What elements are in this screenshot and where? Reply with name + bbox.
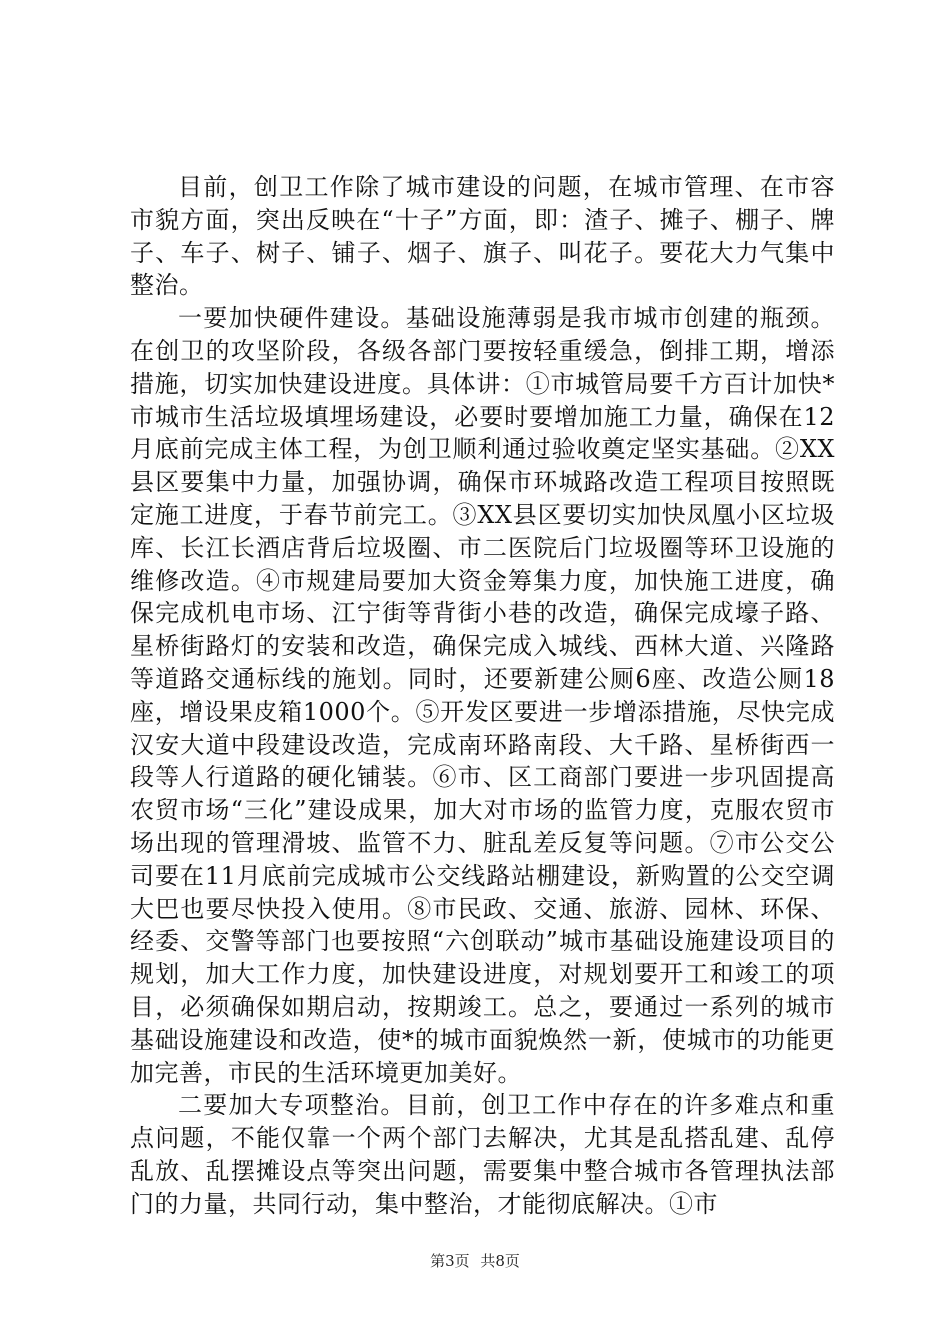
paragraph-intro: 目前，创卫工作除了城市建设的问题，在城市管理、在市容市貌方面，突出反映在“十子”方面，即：渣子、摊子、棚子、牌子、车子、树子、铺子、烟子、旗子、叫花子。要花大力气集中整治。 (130, 173, 835, 300)
page-footer (0, 1251, 950, 1271)
page-total: 共8页 (480, 1252, 520, 1270)
page-number: 第3页 (430, 1252, 470, 1270)
paragraph-special-rectification: 二要加大专项整治。目前，创卫工作中存在的许多难点和重点问题，不能仅靠一个两个部门去解决，尤其是乱搭乱建、乱停乱放、乱摆摊设点等突出问题，需要集中整合城市各管理执法部门的力量，共同行动，集中整治，才能彻底解决。①市 (130, 1091, 835, 1218)
paragraph-hardware-construction: 一要加快硬件建设。基础设施薄弱是我市城市创建的瓶颈。在创卫的攻坚阶段，各级各部门要按轻重缓急，倒排工期，增添措施，切实加快建设进度。具体讲：①市城管局要千方百计加快*市城市生活垃圾填埋场建设，必要时要增加施工力量，确保在12月底前完成主体工程，为创卫顺利通过验收奠定坚实基础。②XX县区要集中力量，加强协调，确保市环城路改造工程项目按照既定施工进度，于春节前完工。③XX县区要切实加快凤凰小区垃圾库、长江长酒店背后垃圾圈、市二医院后门垃圾圈等环卫设施的维修改造。④市规建局要加大资金筹集力度，加快施工进度，确保完成机电市场、江宁街等背街小巷的改造，确保完成壕子路、星桥街路灯的安装和改造，确保完成入城线、西林大道、兴隆路等道路交通标线的施划。同时，还要新建公厕6座、改造公厕18座，增设果皮箱1000个。⑤开发区要进一步增添措施，尽快完成汉安大道中段建设改造，完成南环路南段、大千路、星桥街西一段等人行道路的硬化铺装。⑥市、区工商部门要进一步巩固提高农贸市场“三化”建设成果，加大对市场的监管力度，克服农贸市场出现的管理滑坡、监管不力、脏乱差反复等问题。⑦市公交公司要在11月底前完成城市公交线路站棚建设，新购置的公交空调大巴也要尽快投入使用。⑧市民政、交通、旅游、园林、环保、经委、交警等部门也要按照“六创联动”城市基础设施建设项目的规划，加大工作力度，加快建设进度，对规划要开工和竣工的项目，必须确保如期启动，按期竣工。总之，要通过一系列的城市基础设施建设和改造，使*的城市面貌焕然一新，使城市的功能更加完善，市民的生活环境更加美好。 (130, 304, 835, 1087)
document-body (130, 171, 835, 1221)
